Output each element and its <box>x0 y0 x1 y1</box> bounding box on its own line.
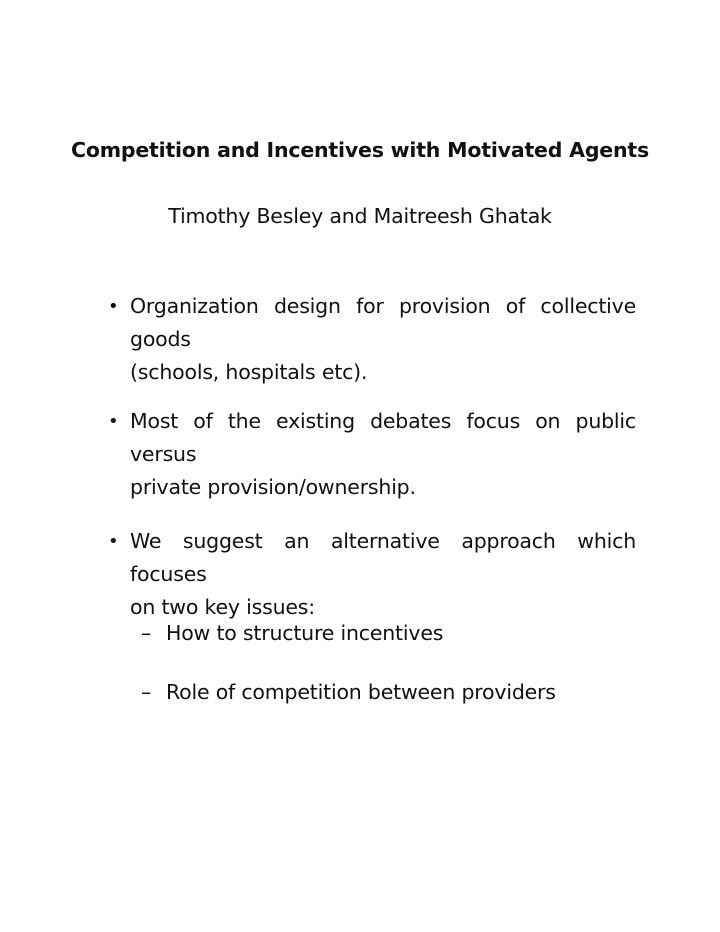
sub-bullet-text: Role of competition between providers <box>166 680 556 704</box>
slide-title: Competition and Incentives with Motivated Agents <box>70 138 650 162</box>
sub-bullet-marker: – <box>141 621 152 645</box>
sub-bullet-item <box>141 676 556 709</box>
bullet-line: on two key issues: <box>130 595 315 619</box>
sub-bullet-item <box>141 617 444 650</box>
bullet-line: We suggest an alternative approach which focuses <box>130 529 636 586</box>
sub-bullet-text: How to structure incentives <box>166 621 444 645</box>
bullet-marker: • <box>108 531 119 552</box>
bullet-line: (schools, hospitals etc). <box>130 360 368 384</box>
bullet-line: private provision/ownership. <box>130 475 416 499</box>
bullet-line: Organization design for provision of collective goods <box>130 294 636 351</box>
bullet-marker: • <box>108 411 119 432</box>
bullet-item <box>108 290 636 389</box>
bullet-item <box>108 525 636 624</box>
slide-authors: Timothy Besley and Maitreesh Ghatak <box>168 204 552 228</box>
bullet-marker: • <box>108 296 119 317</box>
sub-bullet-marker: – <box>141 680 152 704</box>
bullet-line: Most of the existing debates focus on public versus <box>130 409 636 466</box>
bullet-item <box>108 405 636 504</box>
